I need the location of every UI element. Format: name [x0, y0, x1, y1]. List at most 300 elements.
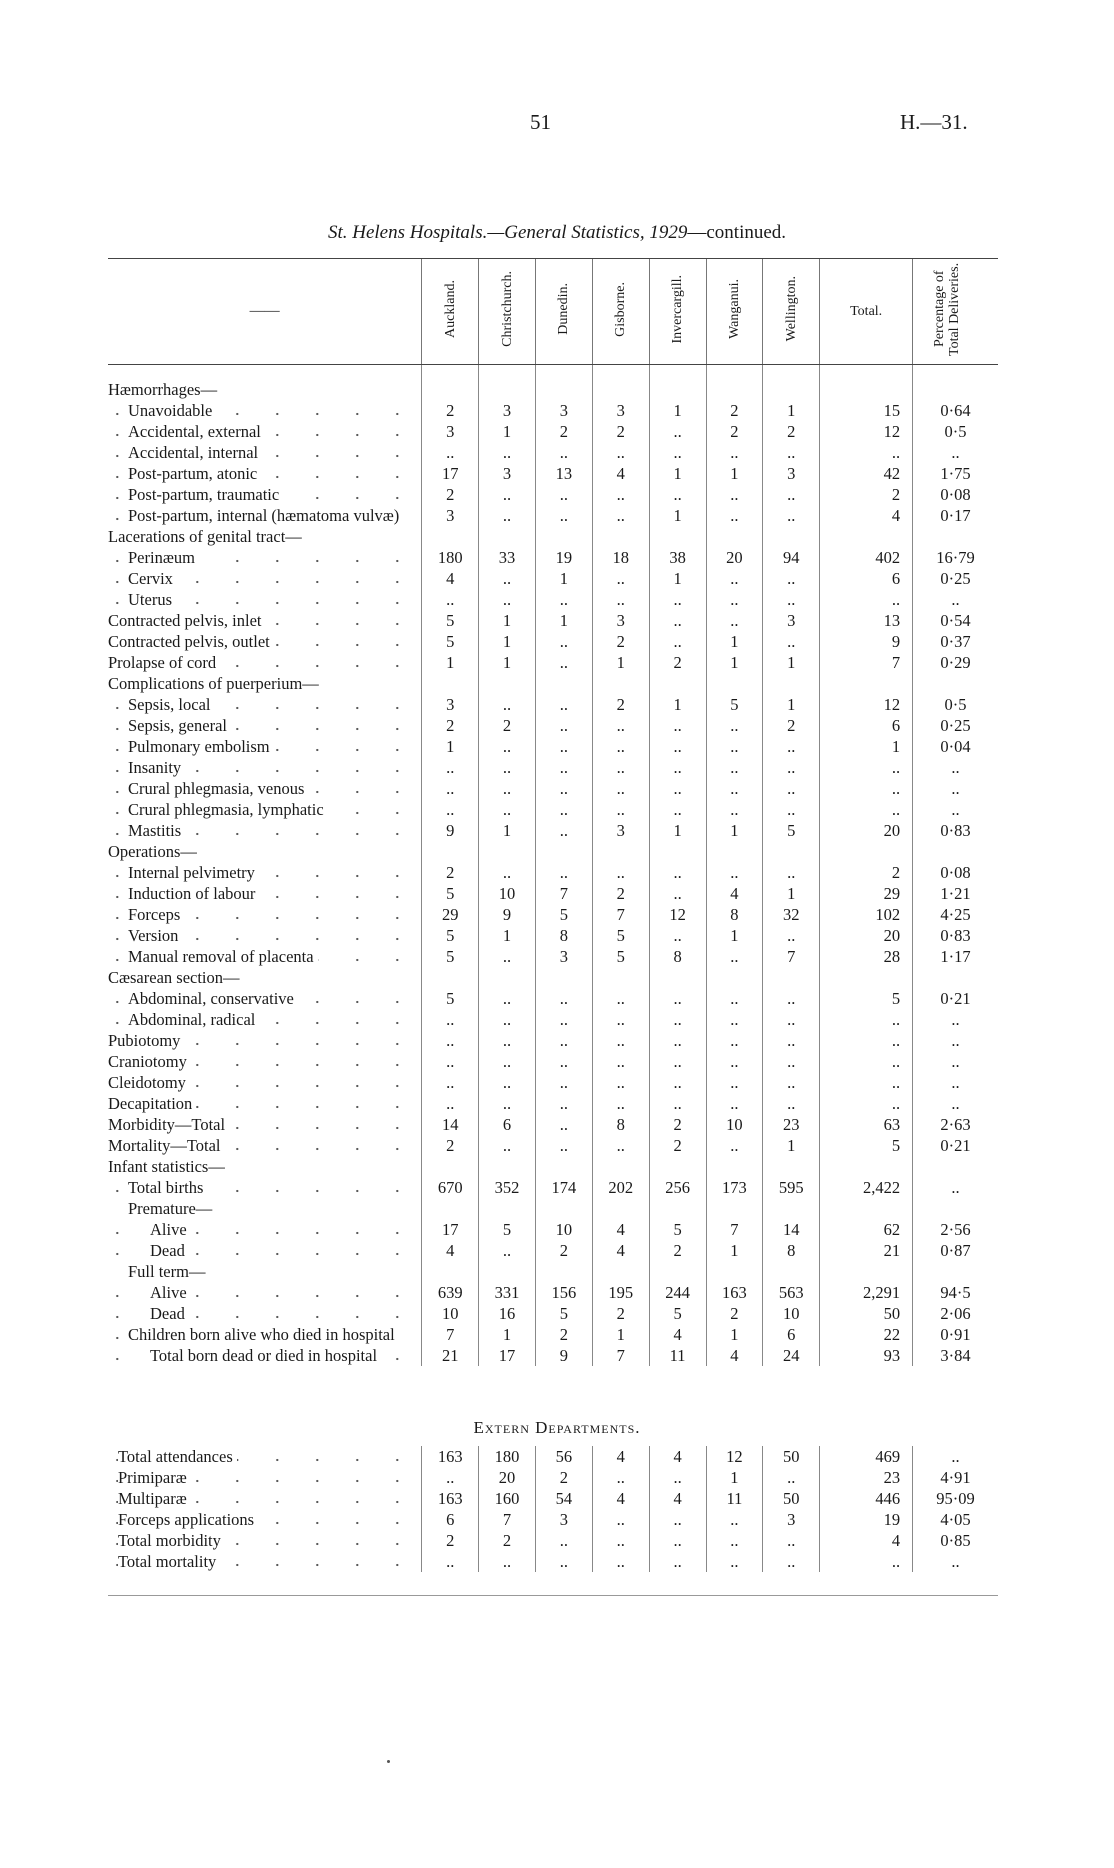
cell-value: 0·21	[913, 988, 998, 1009]
row-label: Morbidity—Total	[108, 1114, 422, 1135]
cell-value: ..	[535, 1135, 592, 1156]
row-label: Abdominal, conservative	[108, 988, 422, 1009]
cell-value: ..	[535, 631, 592, 652]
table-row	[108, 988, 998, 1009]
cell-value: ..	[820, 1093, 913, 1114]
cell-value: 1	[706, 820, 763, 841]
cell-value: ..	[479, 442, 536, 463]
table-row	[108, 1135, 998, 1156]
table-row	[108, 610, 998, 631]
cell-value: 50	[763, 1446, 820, 1467]
cell-value: ..	[535, 1551, 592, 1572]
cell-value: ..	[479, 757, 536, 778]
cell-value: 163	[706, 1282, 763, 1303]
cell-value: ..	[535, 988, 592, 1009]
cell-value: ..	[535, 589, 592, 610]
cell-value: 5	[649, 1303, 706, 1324]
cell-value: 2	[422, 1135, 479, 1156]
cell-value: 180	[479, 1446, 536, 1467]
cell-value: 5	[763, 820, 820, 841]
table-row	[108, 1219, 998, 1240]
cell-value: 93	[820, 1345, 913, 1366]
cell-value: 8	[535, 925, 592, 946]
cell-value	[592, 967, 649, 988]
cell-value: 2·63	[913, 1114, 998, 1135]
cell-value: 17	[422, 463, 479, 484]
extern-departments-table	[108, 1446, 998, 1572]
title-suffix: —continued.	[687, 222, 787, 243]
cell-value: ..	[535, 862, 592, 883]
cell-value: ..	[479, 589, 536, 610]
cell-value: 3	[535, 946, 592, 967]
cell-value	[479, 1156, 536, 1177]
cell-value: 11	[706, 1488, 763, 1509]
row-label: Unavoidable	[108, 400, 422, 421]
cell-value	[535, 526, 592, 547]
cell-value: 244	[649, 1282, 706, 1303]
col-header-percentage: Percentage of Total Deliveries.	[913, 259, 998, 365]
cell-value: ..	[820, 589, 913, 610]
cell-value: 2	[649, 1240, 706, 1261]
row-label: Cæsarean section—	[108, 967, 422, 988]
cell-value: ..	[535, 1072, 592, 1093]
cell-value: ..	[592, 1530, 649, 1551]
cell-value: 2·06	[913, 1303, 998, 1324]
row-label: Premature—	[108, 1198, 422, 1219]
cell-value: ..	[649, 862, 706, 883]
table-row	[108, 1198, 998, 1219]
table-row	[108, 820, 998, 841]
cell-value: ..	[649, 799, 706, 820]
cell-value	[649, 1156, 706, 1177]
cell-value: ..	[649, 484, 706, 505]
cell-value: 21	[422, 1345, 479, 1366]
cell-value: 4·05	[913, 1509, 998, 1530]
cell-value: 4	[820, 505, 913, 526]
cell-value: 1	[479, 820, 536, 841]
row-label: Mastitis	[108, 820, 422, 841]
table-row	[108, 505, 998, 526]
row-label: Alive	[108, 1282, 422, 1303]
cell-value: 2	[763, 715, 820, 736]
cell-value: ..	[535, 1030, 592, 1051]
cell-value: 1	[820, 736, 913, 757]
cell-value: 1	[422, 736, 479, 757]
cell-value: 4	[422, 568, 479, 589]
cell-value	[706, 1198, 763, 1219]
cell-value: ..	[649, 1530, 706, 1551]
cell-value: 2,422	[820, 1177, 913, 1198]
cell-value	[763, 1156, 820, 1177]
row-label: Total born dead or died in hospital	[108, 1345, 422, 1366]
cell-value: ..	[649, 442, 706, 463]
cell-value: ..	[422, 1551, 479, 1572]
cell-value: ..	[763, 736, 820, 757]
cell-value: ..	[479, 1135, 536, 1156]
cell-value: ..	[535, 1093, 592, 1114]
cell-value: 2	[820, 862, 913, 883]
cell-value: ..	[763, 442, 820, 463]
cell-value: 1·17	[913, 946, 998, 967]
row-label: Alive	[108, 1219, 422, 1240]
cell-value	[592, 1156, 649, 1177]
scan-speck	[387, 1760, 390, 1763]
cell-value: ..	[913, 1551, 998, 1572]
cell-value: ..	[592, 778, 649, 799]
cell-value: 2	[820, 484, 913, 505]
cell-value: ..	[913, 442, 998, 463]
row-label: Cervix	[108, 568, 422, 589]
cell-value	[649, 673, 706, 694]
cell-value: 10	[706, 1114, 763, 1135]
cell-value: ..	[706, 757, 763, 778]
cell-value	[820, 1198, 913, 1219]
cell-value	[649, 1261, 706, 1282]
cell-value	[422, 526, 479, 547]
row-label: Contracted pelvis, outlet	[108, 631, 422, 652]
cell-value: 1	[592, 1324, 649, 1345]
row-label: Primiparæ	[108, 1467, 422, 1488]
cell-value: ..	[706, 1509, 763, 1530]
cell-value: ..	[535, 1009, 592, 1030]
cell-value: 1·21	[913, 883, 998, 904]
cell-value: ..	[913, 757, 998, 778]
cell-value: ..	[479, 799, 536, 820]
cell-value	[592, 1198, 649, 1219]
cell-value: ..	[820, 757, 913, 778]
extern-departments-title: Extern Departments.	[473, 1418, 641, 1437]
cell-value: 18	[592, 547, 649, 568]
cell-value: 469	[820, 1446, 913, 1467]
cell-value: 3	[592, 820, 649, 841]
cell-value: 0·37	[913, 631, 998, 652]
cell-value: 14	[422, 1114, 479, 1135]
cell-value: 5	[820, 1135, 913, 1156]
table-row	[108, 1467, 998, 1488]
cell-value: 21	[820, 1240, 913, 1261]
cell-value	[913, 841, 998, 862]
cell-value: 0·25	[913, 568, 998, 589]
cell-value: ..	[422, 757, 479, 778]
cell-value: 1	[763, 652, 820, 673]
col-header-dunedin: Dunedin.	[535, 259, 592, 365]
cell-value: 6	[422, 1509, 479, 1530]
cell-value: 2	[592, 883, 649, 904]
page-title	[0, 222, 1114, 244]
cell-value: ..	[763, 925, 820, 946]
cell-value: ..	[706, 778, 763, 799]
cell-value: ..	[535, 505, 592, 526]
table-row	[108, 526, 998, 547]
cell-value: ..	[706, 568, 763, 589]
cell-value	[820, 1156, 913, 1177]
cell-value: ..	[763, 1051, 820, 1072]
cell-value: ..	[535, 1530, 592, 1551]
cell-value	[706, 673, 763, 694]
cell-value: 163	[422, 1446, 479, 1467]
cell-value: 2	[592, 631, 649, 652]
table-row	[108, 484, 998, 505]
cell-value	[706, 967, 763, 988]
cell-value: 6	[479, 1114, 536, 1135]
cell-value: 352	[479, 1177, 536, 1198]
cell-value: 1	[649, 820, 706, 841]
cell-value: 3	[479, 400, 536, 421]
cell-value	[592, 1261, 649, 1282]
cell-value: 331	[479, 1282, 536, 1303]
cell-value: ..	[649, 925, 706, 946]
cell-value: ..	[422, 1009, 479, 1030]
table-row	[108, 1072, 998, 1093]
table-row	[108, 1282, 998, 1303]
cell-value: 62	[820, 1219, 913, 1240]
row-label: Pulmonary embolism	[108, 736, 422, 757]
cell-value: ..	[479, 1240, 536, 1261]
cell-value: ..	[592, 505, 649, 526]
cell-value: 1	[763, 1135, 820, 1156]
cell-value: 5	[422, 925, 479, 946]
row-label: Accidental, external	[108, 421, 422, 442]
cell-value: 9	[535, 1345, 592, 1366]
cell-value: 174	[535, 1177, 592, 1198]
cell-value: 7	[479, 1509, 536, 1530]
cell-value: ..	[706, 442, 763, 463]
cell-value: 1	[479, 1324, 536, 1345]
cell-value: 32	[763, 904, 820, 925]
row-label: Full term—	[108, 1261, 422, 1282]
table-row	[108, 862, 998, 883]
cell-value: 3	[763, 610, 820, 631]
cell-value: 50	[820, 1303, 913, 1324]
cell-value: ..	[763, 757, 820, 778]
cell-value: ..	[763, 631, 820, 652]
row-label: Total births	[108, 1177, 422, 1198]
cell-value: 4·25	[913, 904, 998, 925]
cell-value: ..	[649, 1051, 706, 1072]
cell-value: ..	[479, 694, 536, 715]
cell-value	[535, 1198, 592, 1219]
cell-value: 0·54	[913, 610, 998, 631]
cell-value: ..	[913, 1093, 998, 1114]
cell-value: 3	[763, 1509, 820, 1530]
cell-value: 402	[820, 547, 913, 568]
cell-value: 163	[422, 1488, 479, 1509]
cell-value: 2	[592, 421, 649, 442]
row-label: Craniotomy	[108, 1051, 422, 1072]
cell-value: 29	[422, 904, 479, 925]
cell-value: 7	[535, 883, 592, 904]
cell-value: 1	[535, 610, 592, 631]
cell-value: 1	[479, 631, 536, 652]
row-label: Post-partum, traumatic	[108, 484, 422, 505]
cell-value: ..	[535, 715, 592, 736]
cell-value: ..	[706, 799, 763, 820]
cell-value: ..	[479, 1051, 536, 1072]
cell-value: 3	[479, 463, 536, 484]
statistics-table	[108, 258, 998, 1366]
cell-value: 12	[649, 904, 706, 925]
cell-value: 3	[763, 463, 820, 484]
cell-value	[422, 673, 479, 694]
cell-value: 17	[422, 1219, 479, 1240]
cell-value: 2	[535, 1324, 592, 1345]
cell-value: 7	[763, 946, 820, 967]
cell-value: 2	[592, 1303, 649, 1324]
cell-value: 2	[592, 694, 649, 715]
cell-value	[763, 1261, 820, 1282]
cell-value: 5	[422, 610, 479, 631]
table-row	[108, 1324, 998, 1345]
cell-value: ..	[422, 1467, 479, 1488]
cell-value: 17	[479, 1345, 536, 1366]
cell-value	[535, 1261, 592, 1282]
cell-value: 1	[706, 463, 763, 484]
cell-value: ..	[763, 589, 820, 610]
cell-value: 5	[422, 946, 479, 967]
cell-value: ..	[913, 778, 998, 799]
row-label: Induction of labour	[108, 883, 422, 904]
cell-value: ..	[763, 1093, 820, 1114]
row-label: Crural phlegmasia, venous	[108, 778, 422, 799]
cell-value: 5	[422, 988, 479, 1009]
cell-value	[913, 379, 998, 400]
cell-value: 10	[763, 1303, 820, 1324]
cell-value: 0·04	[913, 736, 998, 757]
row-label: Cleidotomy	[108, 1072, 422, 1093]
cell-value: ..	[592, 589, 649, 610]
cell-value	[535, 379, 592, 400]
cell-value: 5	[820, 988, 913, 1009]
cell-value: ..	[535, 799, 592, 820]
table-row	[108, 568, 998, 589]
cell-value: 1·75	[913, 463, 998, 484]
cell-value: 94	[763, 547, 820, 568]
cell-value: 2	[422, 1530, 479, 1551]
cell-value: 639	[422, 1282, 479, 1303]
table-row	[108, 946, 998, 967]
cell-value: ..	[913, 1009, 998, 1030]
row-label: Dead	[108, 1303, 422, 1324]
table-row	[108, 442, 998, 463]
cell-value: ..	[592, 736, 649, 757]
row-label: Decapitation	[108, 1093, 422, 1114]
table-row	[108, 652, 998, 673]
cell-value: 1	[422, 652, 479, 673]
cell-value: 63	[820, 1114, 913, 1135]
cell-value: 8	[592, 1114, 649, 1135]
cell-value: ..	[763, 799, 820, 820]
table-row	[108, 1156, 998, 1177]
cell-value: 56	[535, 1446, 592, 1467]
cell-value	[649, 379, 706, 400]
cell-value: ..	[913, 799, 998, 820]
cell-value: 0·83	[913, 925, 998, 946]
cell-value	[706, 1156, 763, 1177]
row-label: Total attendances	[108, 1446, 422, 1467]
cell-value: 2	[535, 1467, 592, 1488]
cell-value: 156	[535, 1282, 592, 1303]
cell-value: 3	[422, 505, 479, 526]
cell-value: 42	[820, 463, 913, 484]
cell-value: ..	[649, 1467, 706, 1488]
cell-value: ..	[422, 799, 479, 820]
cell-value: 4	[592, 1446, 649, 1467]
cell-value: ..	[649, 1093, 706, 1114]
table-row	[108, 883, 998, 904]
bottom-rule	[108, 1595, 998, 1596]
document-reference: H.—31.	[900, 110, 968, 134]
cell-value	[706, 841, 763, 862]
row-label: Post-partum, internal (hæmatoma vulvæ)	[108, 505, 422, 526]
cell-value: 3	[422, 421, 479, 442]
cell-value	[422, 1156, 479, 1177]
cell-value: ..	[649, 778, 706, 799]
cell-value: 195	[592, 1282, 649, 1303]
table-row	[108, 631, 998, 652]
cell-value: 13	[535, 463, 592, 484]
cell-value: ..	[535, 652, 592, 673]
cell-value: 20	[820, 820, 913, 841]
row-label: Children born alive who died in hospital	[108, 1324, 422, 1345]
table-row	[108, 694, 998, 715]
cell-value: 4	[820, 1530, 913, 1551]
cell-value	[763, 967, 820, 988]
cell-value: ..	[592, 1467, 649, 1488]
cell-value: 4	[422, 1240, 479, 1261]
row-label: Complications of puerperium—	[108, 673, 422, 694]
row-label: Forceps applications	[108, 1509, 422, 1530]
table-row	[108, 1509, 998, 1530]
cell-value: 2·56	[913, 1219, 998, 1240]
cell-value: ..	[592, 1030, 649, 1051]
cell-value: 4	[649, 1446, 706, 1467]
cell-value: ..	[479, 505, 536, 526]
cell-value: 5	[535, 904, 592, 925]
cell-value	[479, 673, 536, 694]
cell-value	[706, 526, 763, 547]
cell-value: 2,291	[820, 1282, 913, 1303]
cell-value	[479, 841, 536, 862]
cell-value: 0·91	[913, 1324, 998, 1345]
cell-value: ..	[649, 1030, 706, 1051]
cell-value: 0·64	[913, 400, 998, 421]
cell-value: ..	[649, 1551, 706, 1572]
cell-value: 6	[820, 568, 913, 589]
cell-value: 595	[763, 1177, 820, 1198]
cell-value: ..	[479, 1030, 536, 1051]
cell-value: 0·08	[913, 862, 998, 883]
table-row	[108, 1009, 998, 1030]
cell-value: 12	[820, 694, 913, 715]
table-row	[108, 757, 998, 778]
cell-value: ..	[763, 988, 820, 1009]
table-header-row	[108, 259, 998, 365]
cell-value: ..	[422, 589, 479, 610]
cell-value: 1	[535, 568, 592, 589]
row-label: Abdominal, radical	[108, 1009, 422, 1030]
cell-value: 1	[479, 421, 536, 442]
cell-value: 4	[706, 1345, 763, 1366]
cell-value: ..	[592, 1009, 649, 1030]
cell-value: ..	[592, 1509, 649, 1530]
table-row	[108, 1261, 998, 1282]
row-label: Forceps	[108, 904, 422, 925]
cell-value: 7	[592, 904, 649, 925]
cell-value: 5	[649, 1219, 706, 1240]
cell-value: ..	[592, 988, 649, 1009]
cell-value: ..	[913, 1072, 998, 1093]
cell-value: 563	[763, 1282, 820, 1303]
